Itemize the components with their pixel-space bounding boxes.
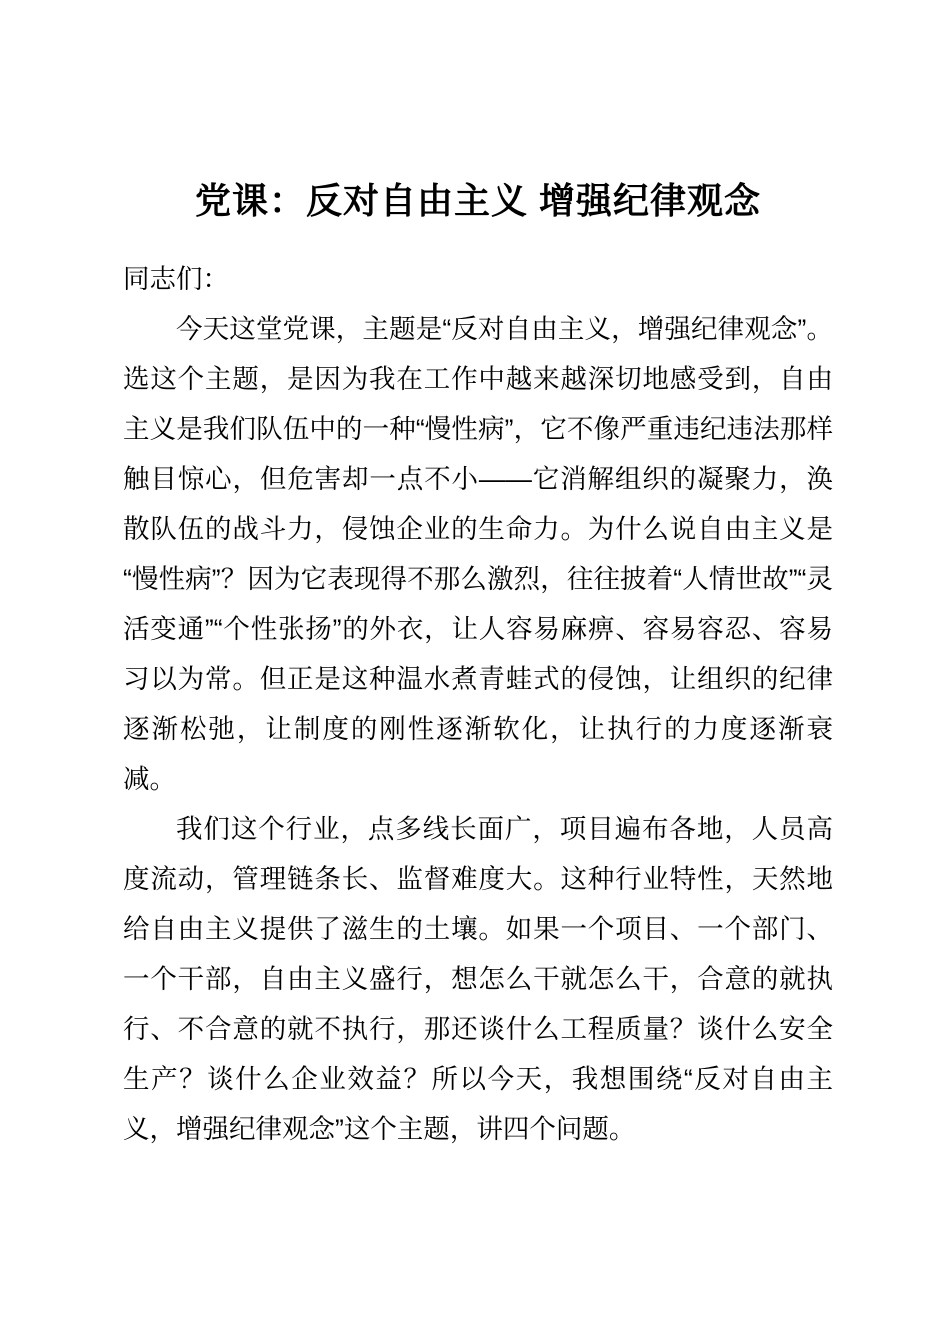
page-title: 党课：反对自由主义 增强纪律观念 [194,180,761,221]
salutation-line: 同志们： [123,264,229,294]
body-paragraph-1: 今天这堂党课，主题是“反对自由主义，增强纪律观念”。选这个主题，是因为我在工作中越来越深切地感受到，自由主义是我们队伍中的一种“慢性病”，它不像严重违纪违法那样触目惊心，但危害却一点不小——它消解组织的凝聚力，涣散队伍的战斗力，侵蚀企业的生命力。为什么说自由主义是“慢性病”？因为它表现得不那么激烈，往往披着“人情世故”“灵活变通”“个性张扬”的外衣，让人容易麻痹、容易容忍、容易习以为常。但正是这种温水煮青蛙式的侵蚀，让组织的纪律逐渐松弛，让制度的刚性逐渐软化，让执行的力度逐渐衰减。 [123,314,833,794]
document-body [123,254,833,1154]
body-paragraph-2: 我们这个行业，点多线长面广，项目遍布各地，人员高度流动，管理链条长、监督难度大。这种行业特性，天然地给自由主义提供了滋生的土壤。如果一个项目、一个部门、一个干部，自由主义盛行，想怎么干就怎么干，合意的就执行、不合意的就不执行，那还谈什么工程质量？谈什么安全生产？谈什么企业效益？所以今天，我想围绕“反对自由主义，增强纪律观念”这个主题，讲四个问题。 [123,814,833,1144]
